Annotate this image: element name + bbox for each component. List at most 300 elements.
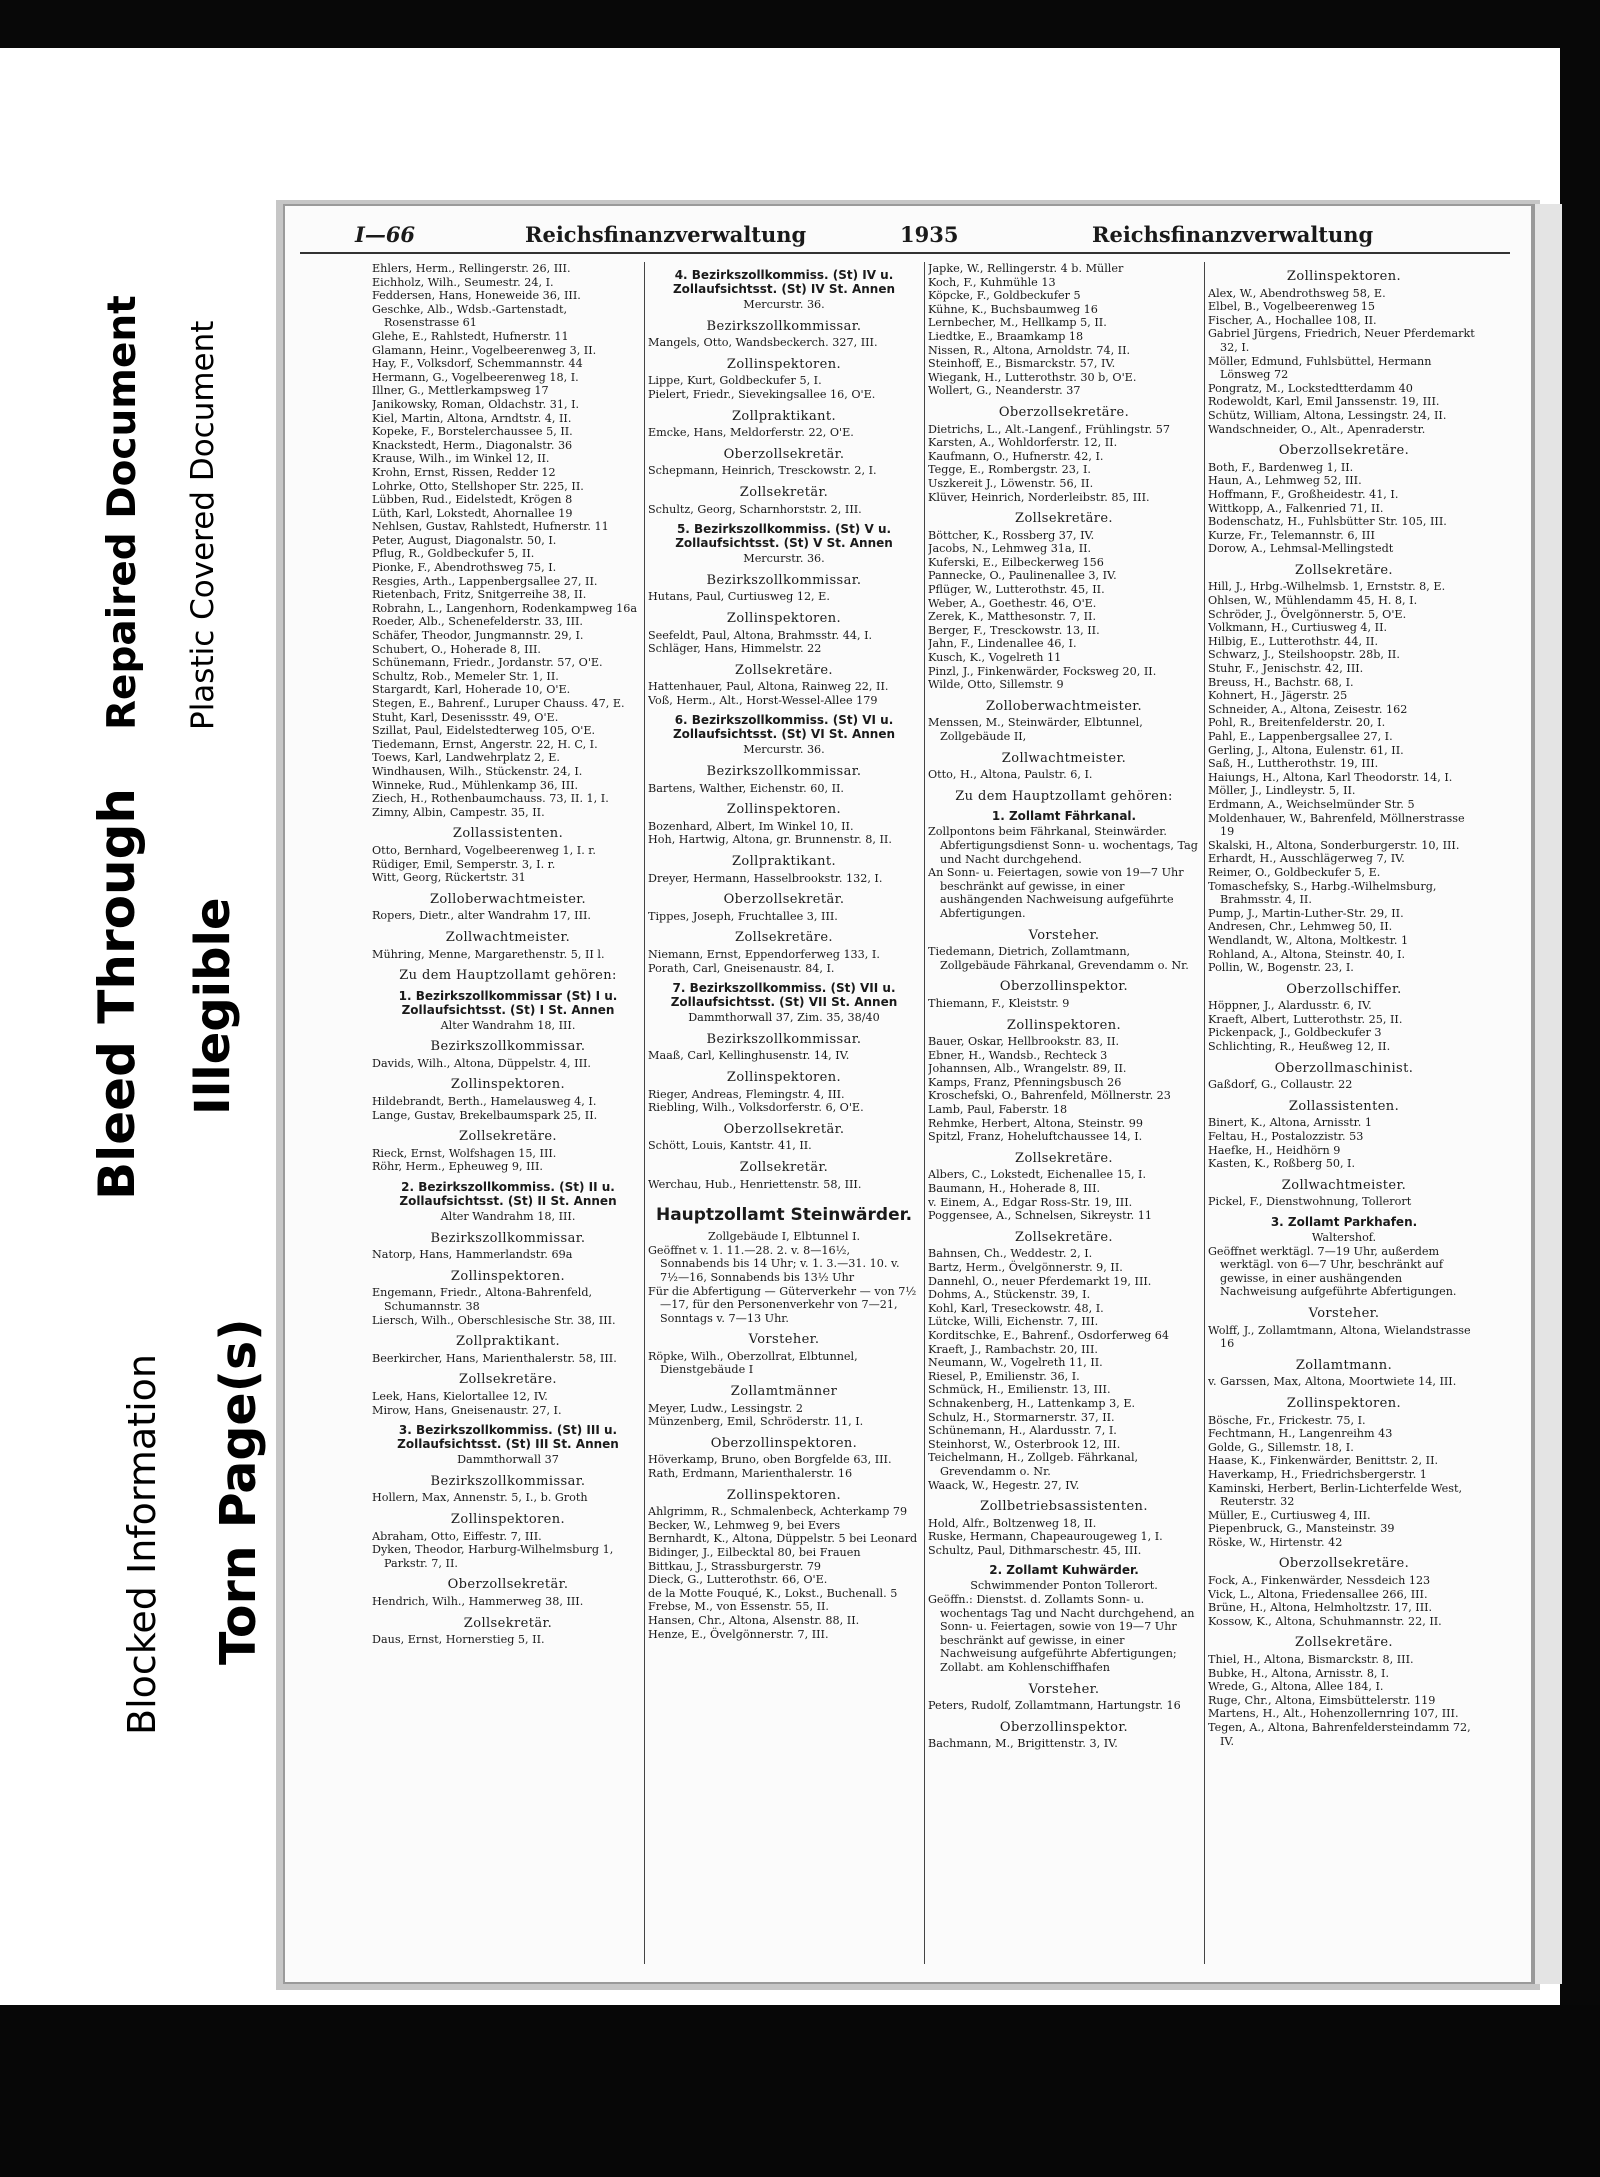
- page-number: I—66: [355, 222, 416, 247]
- directory-entry: Feltau, H., Postalozzistr. 53: [1208, 1130, 1364, 1144]
- directory-entry: Dreyer, Hermann, Hasselbrookstr. 132, I.: [648, 871, 883, 885]
- directory-entry: Lübben, Rud., Eidelstedt, Krögen 8: [372, 493, 573, 507]
- directory-entry: Hildebrandt, Berth., Hamelausweg 4, I.: [372, 1095, 597, 1109]
- directory-entry: Kusch, K., Vogelreth 11: [928, 651, 1062, 665]
- directory-entry: Lohrke, Otto, Stellshoper Str. 225, II.: [372, 479, 584, 493]
- directory-entry: Schultz, Georg, Scharnhorststr. 2, III.: [648, 502, 862, 516]
- directory-entry: Nehlsen, Gustav, Rahlstedt, Hufnerstr. 11: [372, 520, 609, 534]
- section-heading: Zollwachtmeister.: [1281, 1177, 1407, 1193]
- directory-entry: Koch, F., Kuhmühle 13: [928, 275, 1056, 289]
- directory-entry: Für die Abfertigung — Güterverkehr — von 7½—17, für den Personenverkehr von 7—21, Sonntags v. 7—13 Uhr.: [648, 1284, 917, 1325]
- directory-entry: Riesel, P., Emilienstr. 36, I.: [928, 1369, 1080, 1383]
- directory-entry: Knackstedt, Herm., Diagonalstr. 36: [372, 438, 573, 452]
- directory-entry: Münzenberg, Emil, Schröderstr. 11, I.: [648, 1415, 864, 1429]
- directory-entry: Reimer, O., Goldbeckufer 5, E.: [1208, 865, 1381, 879]
- directory-entry: Leek, Hans, Kielortallee 12, IV.: [372, 1389, 548, 1403]
- section-heading: Zollinspektoren.: [450, 1268, 566, 1284]
- directory-entry: Otto, H., Altona, Paulstr. 6, I.: [928, 768, 1093, 782]
- directory-entry: Eichholz, Wilh., Seumestr. 24, I.: [372, 275, 554, 289]
- directory-entry: Ohlsen, W., Mühlendamm 45, H. 8, I.: [1208, 594, 1418, 608]
- directory-entry: Erdmann, A., Weichselmünder Str. 5: [1208, 797, 1415, 811]
- directory-entry: Tippes, Joseph, Fruchtallee 3, III.: [648, 909, 838, 923]
- directory-entry: Schött, Louis, Kantstr. 41, II.: [648, 1139, 812, 1153]
- directory-entry: Stegen, E., Bahrenf., Luruper Chauss. 47, E.: [372, 697, 625, 710]
- section-heading: Bezirkszollkommissar.: [430, 1473, 586, 1489]
- directory-entry: Bartz, Herm., Övelgönnerstr. 9, II.: [928, 1261, 1123, 1274]
- directory-entry: Wendlandt, W., Altona, Moltkestr. 1: [1208, 933, 1409, 947]
- directory-entry: Thiemann, F., Kleiststr. 9: [928, 996, 1070, 1010]
- directory-entry: Pohl, R., Breitenfelderstr. 20, I.: [1208, 716, 1386, 730]
- section-heading: Zollsekretäre.: [735, 930, 833, 946]
- directory-entry: Ruske, Hermann, Chapeaurougeweg 1, I.: [928, 1530, 1163, 1544]
- directory-entry: Rieck, Ernst, Wolfshagen 15, III.: [372, 1146, 557, 1160]
- directory-entry: Gerling, J., Altona, Eulenstr. 61, II.: [1208, 743, 1404, 757]
- directory-entry: Stargardt, Karl, Hoherade 10, O'E.: [372, 683, 571, 697]
- directory-entry: Becker, W., Lehmweg 9, bei Evers: [648, 1518, 841, 1532]
- directory-entry: Stuhr, F., Jenischstr. 42, III.: [1208, 662, 1364, 676]
- directory-entry: Skalski, H., Altona, Sonderburgerstr. 10, III.: [1208, 838, 1460, 852]
- directory-entry: Pinzl, J., Finkenwärder, Focksweg 20, II.: [928, 664, 1157, 678]
- directory-entry: Winneke, Rud., Mühlenkamp 36, III.: [372, 778, 579, 792]
- directory-entry: Martens, H., Alt., Hohenzollernring 107, III.: [1208, 1707, 1459, 1721]
- directory-entry: Pielert, Friedr., Sievekingsallee 16, O'E.: [648, 387, 876, 401]
- section-heading: Zollinspektoren.: [726, 610, 842, 626]
- directory-entry: Bodenschatz, H., Fuhlsbütter Str. 105, III.: [1208, 515, 1447, 529]
- section-heading: Zollinspektoren.: [726, 1487, 842, 1503]
- directory-entry: Emcke, Hans, Meldorferstr. 22, O'E.: [648, 426, 854, 440]
- text-column-3: [928, 262, 1200, 1962]
- directory-entry: Kossow, K., Altona, Schuhmannstr. 22, II.: [1208, 1614, 1442, 1628]
- directory-entry: Wittkopp, A., Falkenried 71, II.: [1208, 501, 1384, 515]
- directory-entry: Witt, Georg, Rückertstr. 31: [372, 871, 526, 885]
- directory-entry: Daus, Ernst, Hornerstieg 5, II.: [372, 1633, 545, 1647]
- directory-entry: Porath, Carl, Gneisenaustr. 84, I.: [648, 961, 835, 975]
- section-heading: Zollinspektoren.: [1286, 1395, 1402, 1411]
- office-address: Dammthorwall 37: [457, 1453, 559, 1467]
- directory-entry: Ehlers, Herm., Rellingerstr. 26, III.: [372, 262, 571, 275]
- directory-entry: Alex, W., Abendrothsweg 58, E.: [1208, 286, 1386, 300]
- directory-entry: Robrahn, L., Langenhorn, Rodenkampweg 16a: [372, 601, 638, 615]
- directory-entry: Klüver, Heinrich, Norderleibstr. 85, III.: [928, 490, 1150, 504]
- directory-entry: Jahn, F., Lindenallee 46, I.: [928, 637, 1077, 651]
- directory-entry: Hay, F., Volksdorf, Schemmannstr. 44: [372, 357, 583, 371]
- directory-entry: Binert, K., Altona, Arnisstr. 1: [1208, 1116, 1373, 1130]
- directory-entry: Abraham, Otto, Eiffestr. 7, III.: [372, 1529, 542, 1543]
- office-heading: 2. Bezirkszollkommiss. (St) II u. Zollaufsichtsst. (St) II St. Annen: [399, 1180, 617, 1209]
- directory-entry: Hansen, Chr., Altona, Alsenstr. 88, II.: [648, 1613, 860, 1627]
- directory-entry: Kühne, K., Buchsbaumweg 16: [928, 302, 1098, 316]
- directory-entry: Haefke, H., Heidhörn 9: [1208, 1143, 1341, 1157]
- directory-entry: Davids, Wilh., Altona, Düppelstr. 4, III.: [372, 1056, 591, 1070]
- directory-entry: Wandschneider, O., Alt., Apenraderstr.: [1208, 422, 1426, 436]
- directory-entry: Hollern, Max, Annenstr. 5, I., b. Groth: [372, 1491, 588, 1505]
- directory-entry: Johannsen, Alb., Wrangelstr. 89, II.: [928, 1062, 1127, 1076]
- section-heading: Oberzollsekretäre.: [1278, 1556, 1410, 1572]
- section-heading: Zollamtmann.: [1295, 1357, 1393, 1373]
- directory-entry: Jacobs, N., Lehmweg 31a, II.: [928, 542, 1092, 556]
- directory-entry: Kuferski, E., Eilbeckerweg 156: [928, 555, 1104, 569]
- section-heading: Oberzollsekretär.: [723, 892, 845, 908]
- directory-entry: Stuht, Karl, Desenissstr. 49, O'E.: [372, 710, 559, 724]
- directory-entry: Dyken, Theodor, Harburg-Wilhelmsburg 1, Parkstr. 7, II.: [372, 1543, 614, 1570]
- directory-entry: Weber, A., Goethestr. 46, O'E.: [928, 596, 1097, 610]
- section-heading: Zollsekretäre.: [735, 662, 833, 678]
- directory-entry: Höppner, J., Alardusstr. 6, IV.: [1208, 999, 1372, 1013]
- directory-entry: Kroschefski, O., Bahrenfeld, Möllnerstr. 23: [928, 1089, 1171, 1103]
- directory-entry: Ruge, Chr., Altona, Eimsbüttelerstr. 119: [1208, 1693, 1436, 1707]
- directory-entry: Bösche, Fr., Frickestr. 75, I.: [1208, 1413, 1366, 1427]
- office-heading: 3. Zollamt Parkhafen.: [1270, 1215, 1418, 1229]
- directory-entry: Kurze, Fr., Telemannstr. 6, III: [1208, 528, 1375, 542]
- page-header: [300, 218, 1510, 254]
- directory-entry: Bozenhard, Albert, Im Winkel 10, II.: [648, 819, 854, 833]
- directory-entry: Kopeke, F., Borstelerchaussee 5, II.: [372, 425, 573, 439]
- directory-entry: Ebner, H., Wandsb., Rechteck 3: [928, 1048, 1108, 1062]
- directory-entry: Feddersen, Hans, Honeweide 36, III.: [372, 289, 581, 303]
- section-heading: Zollsekretär.: [463, 1615, 553, 1631]
- section-heading: Zollsekretäre.: [1015, 1150, 1113, 1166]
- section-heading: Oberzollinspektor.: [999, 1719, 1129, 1735]
- office-address: Dammthorwall 37, Zim. 35, 38/40: [688, 1011, 880, 1025]
- directory-entry: Pongratz, M., Lockstedtterdamm 40: [1208, 381, 1413, 395]
- office-address: Alter Wandrahm 18, III.: [440, 1018, 576, 1032]
- office-address: Alter Wandrahm 18, III.: [440, 1210, 576, 1224]
- directory-entry: Fischer, A., Hochallee 108, II.: [1208, 313, 1377, 327]
- directory-entry: Schultz, Paul, Dithmarschestr. 45, III.: [928, 1543, 1142, 1557]
- directory-entry: Schröder, J., Övelgönnerstr. 5, O'E.: [1208, 607, 1407, 621]
- directory-entry: Bauer, Oskar, Hellbrookstr. 83, II.: [928, 1035, 1120, 1049]
- directory-entry: Dieck, G., Lutterothstr. 66, O'E.: [648, 1573, 828, 1587]
- office-heading: 4. Bezirkszollkommiss. (St) IV u. Zollaufsichtsst. (St) IV St. Annen: [672, 268, 896, 296]
- directory-entry: Kohl, Karl, Treseckowstr. 48, I.: [928, 1301, 1104, 1315]
- section-heading: Zollpraktikant.: [455, 1334, 561, 1350]
- directory-entry: Hermann, G., Vogelbeerenweg 18, I.: [372, 370, 579, 384]
- directory-entry: Resgies, Arth., Lappenbergsallee 27, II.: [372, 574, 598, 588]
- directory-entry: Pump, J., Martin-Luther-Str. 29, II.: [1208, 906, 1404, 920]
- directory-entry: Henze, E., Övelgönnerstr. 7, III.: [648, 1627, 829, 1641]
- text-column-4: [1208, 262, 1480, 1962]
- section-heading: Vorsteher.: [1308, 1305, 1380, 1321]
- directory-entry: Natorp, Hans, Hammerlandstr. 69a: [372, 1248, 573, 1262]
- section-heading: Oberzollsekretär.: [723, 1121, 845, 1137]
- directory-entry: de la Motte Fouqué, K., Lokst., Buchenall. 5: [648, 1586, 898, 1600]
- directory-entry: Niemann, Ernst, Eppendorferweg 133, I.: [648, 948, 880, 961]
- directory-entry: Lüth, Karl, Lokstedt, Ahornallee 19: [372, 506, 573, 520]
- directory-entry: Hilbig, E., Lutterothstr. 44, II.: [1208, 634, 1379, 648]
- directory-entry: Rehmke, Herbert, Altona, Steinstr. 99: [928, 1116, 1143, 1130]
- section-heading: Zollbetriebsassistenten.: [980, 1499, 1148, 1515]
- directory-entry: Frebse, M., von Essenstr. 55, II.: [648, 1600, 829, 1614]
- directory-entry: Schünemann, H., Alardusstr. 7, I.: [928, 1424, 1117, 1438]
- directory-entry: Pflug, R., Goldbeckufer 5, II.: [372, 547, 535, 561]
- office-heading: 3. Bezirkszollkommiss. (St) III u. Zollaufsichtsst. (St) III St. Annen: [397, 1423, 619, 1452]
- directory-entry: An Sonn- u. Feiertagen, sowie von 19—7 Uhr beschränkt auf gewisse, in einer aushängenden Nachweisung aufgeführte Abfertigungen.: [928, 866, 1184, 920]
- directory-entry: Ahlgrimm, R., Schmalenbeck, Achterkamp 79: [648, 1505, 908, 1519]
- section-heading: Zollassistenten.: [1288, 1098, 1400, 1114]
- directory-entry: Tomaschefsky, S., Harbg.-Wilhelmsburg, Brahmsstr. 4, II.: [1208, 879, 1437, 907]
- directory-entry: Dohms, A., Stückenstr. 39, I.: [928, 1288, 1091, 1302]
- directory-entry: v. Garssen, Max, Altona, Moortwiete 14, III.: [1208, 1375, 1457, 1389]
- directory-entry: Hill, J., Hrbg.-Wilhelmsb. 1, Ernststr. 8, E.: [1208, 580, 1446, 594]
- directory-entry: Wilde, Otto, Sillemstr. 9: [928, 678, 1064, 692]
- directory-entry: Bernhardt, K., Altona, Düppelstr. 5 bei Leonard: [648, 1532, 918, 1546]
- directory-entry: Röpke, Wilh., Oberzollrat, Elbtunnel, Dienstgebäude I: [648, 1349, 858, 1377]
- directory-entry: Tegge, E., Rombergstr. 23, I.: [928, 463, 1091, 477]
- directory-entry: Liersch, Wilh., Oberschlesische Str. 38, III.: [372, 1313, 616, 1327]
- section-heading: Oberzollschiffer.: [1286, 981, 1402, 997]
- section-heading: Bezirkszollkommissar.: [706, 764, 862, 780]
- directory-entry: Pickenpack, J., Goldbeckufer 3: [1208, 1026, 1382, 1040]
- directory-entry: Steinhoff, E., Bismarckstr. 57, IV.: [928, 357, 1116, 371]
- directory-entry: Pionke, F., Abendrothsweg 75, I.: [372, 561, 557, 575]
- section-heading: Zollinspektoren.: [726, 356, 842, 372]
- directory-entry: Schnakenberg, H., Lattenkamp 3, E.: [928, 1396, 1136, 1410]
- directory-entry: Dannehl, O., neuer Pferdemarkt 19, III.: [928, 1274, 1152, 1288]
- column-divider: [644, 262, 645, 1964]
- scan-bottom-border: [0, 2005, 1600, 2177]
- office-address: Zollgebäude I, Elbtunnel I.: [707, 1230, 861, 1244]
- directory-entry: Möller, J., Lindleystr. 5, II.: [1208, 784, 1356, 798]
- directory-entry: Krause, Wilh., im Winkel 12, II.: [372, 452, 550, 466]
- directory-entry: Teichelmann, H., Zollgeb. Fährkanal, Grevendamm o. Nr.: [928, 1451, 1139, 1478]
- directory-entry: Lamb, Paul, Faberstr. 18: [928, 1103, 1068, 1117]
- directory-entry: Tiedemann, Ernst, Angerstr. 22, H. C, I.: [372, 737, 598, 751]
- header-title-right: Reichsfinanzverwaltung: [1092, 222, 1374, 247]
- directory-entry: Saß, H., Luttherothstr. 19, III.: [1208, 757, 1379, 771]
- directory-entry: Hoh, Hartwig, Altona, gr. Brunnenstr. 8, II.: [648, 833, 892, 847]
- directory-entry: Bachmann, M., Brigittenstr. 3, IV.: [928, 1737, 1118, 1751]
- directory-entry: Andresen, Chr., Lehmweg 50, II.: [1208, 920, 1393, 934]
- office-address: Waltershof.: [1311, 1231, 1377, 1244]
- directory-entry: Lange, Gustav, Brekelbaumspark 25, II.: [372, 1108, 598, 1122]
- directory-entry: Waack, W., Hegestr. 27, IV.: [928, 1478, 1080, 1492]
- directory-entry: Peters, Rudolf, Zollamtmann, Hartungstr. 16: [928, 1699, 1181, 1713]
- directory-entry: Bartens, Walther, Eichenstr. 60, II.: [648, 781, 844, 795]
- office-address: Mercurstr. 36.: [743, 552, 825, 566]
- directory-entry: Mühring, Menne, Margarethenstr. 5, II l.: [372, 947, 605, 961]
- section-heading: Vorsteher.: [1028, 1681, 1100, 1697]
- directory-entry: Rieger, Andreas, Flemingstr. 4, III.: [648, 1087, 845, 1101]
- directory-entry: Otto, Bernhard, Vogelbeerenweg 1, I. r.: [372, 843, 596, 857]
- section-heading: Zollsekretäre.: [1295, 562, 1393, 578]
- directory-entry: Rietenbach, Fritz, Snitgerreihe 38, II.: [372, 588, 587, 602]
- directory-entry: Köpcke, F., Goldbeckufer 5: [928, 289, 1081, 303]
- directory-entry: Schlichting, R., Heußweg 12, II.: [1208, 1040, 1391, 1054]
- label-plastic-covered: Plastic Covered Document: [185, 320, 221, 730]
- directory-entry: Both, F., Bardenweg 1, II.: [1208, 460, 1354, 474]
- section-heading: Vorsteher.: [748, 1332, 820, 1348]
- section-heading: Zollinspektoren.: [450, 1511, 566, 1527]
- header-year: 1935: [900, 222, 959, 247]
- directory-entry: Möller, Edmund, Fuhlsbüttel, Hermann Lönsweg 72: [1208, 354, 1432, 382]
- directory-entry: Liedtke, E., Braamkamp 18: [928, 329, 1084, 343]
- office-heading: 1. Bezirkszollkommissar (St) I u. Zollaufsichtsst. (St) I St. Annen: [398, 988, 618, 1017]
- directory-entry: Bubke, H., Altona, Arnisstr. 8, I.: [1208, 1666, 1390, 1680]
- section-heading: Zollsekretäre.: [459, 1129, 557, 1145]
- directory-entry: Windhausen, Wilh., Stückenstr. 24, I.: [372, 764, 583, 778]
- section-heading: Bezirkszollkommissar.: [706, 572, 862, 588]
- directory-entry: Kiel, Martin, Altona, Arndtstr. 4, II.: [372, 411, 572, 425]
- directory-entry: Japke, W., Rellingerstr. 4 b. Müller: [928, 262, 1124, 275]
- directory-entry: Geöffnet v. 1. 11.—28. 2. v. 8—16½, Sonnabends bis 14 Uhr; v. 1. 3.—31. 10. v. 7½—16, Sonnabends bis 13½ Uhr: [648, 1243, 900, 1284]
- directory-entry: Kaufmann, O., Hufnerstr. 42, I.: [928, 449, 1104, 463]
- directory-entry: Haverkamp, H., Friedrichsbergerstr. 1: [1208, 1467, 1427, 1481]
- directory-entry: Uszkereit J., Löwenstr. 56, II.: [928, 476, 1094, 490]
- section-heading: Zollpraktikant.: [731, 408, 837, 424]
- directory-entry: Korditschke, E., Bahrenf., Osdorferweg 64: [928, 1328, 1170, 1342]
- directory-entry: Janikowsky, Roman, Oldachstr. 31, I.: [372, 397, 580, 411]
- directory-entry: Ropers, Dietr., alter Wandrahm 17, III.: [372, 909, 591, 923]
- directory-entry: Wolff, J., Zollamtmann, Altona, Wielandstrasse 16: [1208, 1323, 1471, 1351]
- directory-entry: Bahnsen, Ch., Weddestr. 2, I.: [928, 1247, 1093, 1261]
- directory-entry: Zerek, K., Matthesonstr. 7, II.: [928, 610, 1096, 624]
- section-heading: Vorsteher.: [1028, 927, 1100, 943]
- section-heading: Zollinspektoren.: [1286, 269, 1402, 284]
- directory-entry: Hoffmann, F., Großheidestr. 41, I.: [1208, 487, 1399, 501]
- directory-entry: Röhr, Herm., Epheuweg 9, III.: [372, 1160, 543, 1174]
- directory-entry: Lütcke, Willi, Eichenstr. 7, III.: [928, 1315, 1099, 1329]
- section-heading: Oberzollinspektoren.: [710, 1435, 858, 1451]
- directory-entry: Rodewoldt, Karl, Emil Janssenstr. 19, III.: [1208, 395, 1440, 409]
- directory-entry: Wollert, G., Neanderstr. 37: [928, 384, 1081, 398]
- directory-entry: Illner, G., Mettlerkampsweg 17: [372, 384, 549, 398]
- directory-entry: Tegen, A., Altona, Bahrenfeldersteindamm 72, IV.: [1208, 1721, 1471, 1748]
- directory-entry: Beerkircher, Hans, Marienthalerstr. 58, III.: [372, 1351, 617, 1365]
- section-heading: Zollinspektoren.: [726, 1069, 842, 1085]
- directory-entry: Rüdiger, Emil, Semperstr. 3, I. r.: [372, 857, 556, 871]
- directory-entry: Schläger, Hans, Himmelstr. 22: [648, 642, 822, 656]
- directory-entry: Breuss, H., Bachstr. 68, I.: [1208, 675, 1354, 689]
- directory-entry: Vick, L., Altona, Friedensallee 266, III.: [1208, 1587, 1428, 1601]
- directory-entry: Rohland, A., Altona, Steinstr. 40, I.: [1208, 947, 1406, 961]
- directory-entry: Schütz, William, Altona, Lessingstr. 24, II.: [1208, 408, 1447, 422]
- section-heading: Oberzollinspektor.: [999, 979, 1129, 995]
- directory-entry: Seefeldt, Paul, Altona, Brahmsstr. 44, I.: [648, 628, 873, 642]
- directory-entry: Elbel, B., Vogelbeerenweg 15: [1208, 300, 1375, 314]
- directory-entry: Kraeft, Albert, Lutterothstr. 25, II.: [1208, 1012, 1403, 1026]
- directory-entry: Dietrichs, L., Alt.-Langenf., Frühlingstr. 57: [928, 422, 1170, 436]
- directory-entry: Haiungs, H., Altona, Karl Theodorstr. 14, I.: [1208, 770, 1453, 784]
- directory-entry: Fechtmann, H., Langenreihm 43: [1208, 1427, 1393, 1441]
- directory-entry: Volkmann, H., Curtiusweg 4, II.: [1208, 621, 1388, 635]
- section-heading: Oberzollsekretär.: [447, 1577, 569, 1593]
- directory-entry: Poggensee, A., Schnelsen, Sikreystr. 11: [928, 1209, 1153, 1223]
- section-heading: Zollamtmänner: [730, 1384, 838, 1400]
- section-heading: Bezirkszollkommissar.: [430, 1230, 586, 1246]
- directory-entry: Golde, G., Sillemstr. 18, I.: [1208, 1440, 1354, 1454]
- label-repaired-document: Repaired Document: [100, 295, 145, 730]
- section-heading: Bezirkszollkommissar.: [430, 1039, 586, 1055]
- office-heading: 6. Bezirkszollkommiss. (St) VI u. Zollaufsichtsst. (St) VI St. Annen: [672, 713, 896, 742]
- directory-entry: Thiel, H., Altona, Bismarckstr. 8, III.: [1208, 1653, 1414, 1667]
- directory-entry: Röske, W., Hirtenstr. 42: [1208, 1535, 1343, 1549]
- directory-entry: Schultz, Rob., Memeler Str. 1, II.: [372, 669, 559, 683]
- column-divider: [924, 262, 925, 1964]
- office-title: Hauptzollamt Steinwärder.: [655, 1205, 913, 1226]
- directory-entry: Meyer, Ludw., Lessingstr. 2: [648, 1401, 804, 1415]
- directory-entry: Pollin, W., Bogenstr. 23, I.: [1208, 961, 1354, 975]
- section-heading: Zollsekretär.: [739, 484, 829, 500]
- directory-entry: Hold, Alfr., Boltzenweg 18, II.: [928, 1516, 1097, 1530]
- directory-entry: Schäfer, Theodor, Jungmannstr. 29, I.: [372, 629, 584, 643]
- section-heading: Bezirkszollkommissar.: [706, 1031, 862, 1047]
- directory-entry: Moldenhauer, W., Bahrenfeld, Möllnerstrasse 19: [1208, 811, 1465, 839]
- column-divider: [1204, 262, 1205, 1964]
- adjacent-page-edge: [1533, 204, 1562, 1984]
- office-heading: 7. Bezirkszollkommiss. (St) VII u. Zollaufsichtsst. (St) VII St. Annen: [670, 981, 898, 1010]
- directory-entry: Gaßdorf, G., Collaustr. 22: [1208, 1078, 1353, 1092]
- directory-entry: Engemann, Friedr., Altona-Bahrenfeld, Schumannstr. 38: [372, 1286, 593, 1313]
- directory-entry: Hattenhauer, Paul, Altona, Rainweg 22, II.: [648, 680, 889, 694]
- directory-entry: Lippe, Kurt, Goldbeckufer 5, I.: [648, 374, 822, 388]
- directory-entry: Höverkamp, Bruno, oben Borgfelde 63, III.: [648, 1453, 892, 1467]
- directory-entry: Peter, August, Diagonalstr. 50, I.: [372, 533, 557, 547]
- directory-entry: Voß, Herm., Alt., Horst-Wessel-Allee 179: [648, 693, 878, 707]
- directory-entry: v. Einem, A., Edgar Ross-Str. 19, III.: [928, 1195, 1133, 1209]
- directory-entry: Steinhorst, W., Osterbrook 12, III.: [928, 1437, 1121, 1451]
- directory-entry: Maaß, Carl, Kellinghusenstr. 14, IV.: [648, 1049, 850, 1063]
- label-illegible: Illegible: [185, 897, 241, 1115]
- scan-right-border: [1560, 0, 1600, 2177]
- directory-entry: Schneider, A., Altona, Zeisestr. 162: [1208, 702, 1408, 716]
- section-heading: Zollsekretär.: [739, 1159, 829, 1175]
- directory-entry: Piepenbruck, G., Mansteinstr. 39: [1208, 1522, 1395, 1536]
- directory-entry: Geöffnet werktägl. 7—19 Uhr, außerdem werktägl. von 6—7 Uhr, beschränkt auf gewisse, in einer aushängenden Nachweisung aufgeführte Abfertigungen.: [1208, 1244, 1457, 1299]
- directory-entry: Roeder, Alb., Schenefelderstr. 33, III.: [372, 615, 583, 629]
- directory-entry: Pflüger, W., Lutterothstr. 45, II.: [928, 583, 1105, 597]
- directory-entry: Werchau, Hub., Henriettenstr. 58, III.: [648, 1177, 862, 1191]
- label-torn-pages: Torn Page(s): [210, 1318, 267, 1665]
- directory-entry: Pickel, F., Dienstwohnung, Tollerort: [1208, 1195, 1412, 1209]
- directory-entry: Menssen, M., Steinwärder, Elbtunnel, Zollgebäude II,: [928, 716, 1143, 743]
- directory-entry: Geschke, Alb., Wdsb.-Gartenstadt, Rosenstrasse 61: [372, 302, 568, 330]
- section-heading: Oberzollsekretäre.: [1278, 443, 1410, 459]
- section-heading: Zu dem Hauptzollamt gehören:: [955, 788, 1173, 804]
- directory-entry: Brüne, H., Altona, Helmholtzstr. 17, III.: [1208, 1601, 1433, 1615]
- directory-entry: Mangels, Otto, Wandsbeckerch. 327, III.: [648, 336, 878, 350]
- directory-entry: Dorow, A., Lehmsal-Mellingstedt: [1208, 542, 1394, 556]
- section-heading: Oberzollmaschinist.: [1274, 1060, 1414, 1076]
- directory-entry: Glamann, Heinr., Vogelbeerenweg 3, II.: [372, 343, 597, 357]
- section-heading: Zollpraktikant.: [731, 854, 837, 870]
- directory-entry: Krohn, Ernst, Rissen, Redder 12: [372, 465, 556, 479]
- section-heading: Zollsekretäre.: [1015, 1229, 1113, 1245]
- directory-entry: Kraeft, J., Rambachstr. 20, III.: [928, 1342, 1098, 1356]
- section-heading: Zollsekretäre.: [1015, 511, 1113, 527]
- office-heading: 5. Bezirkszollkommiss. (St) V u. Zollaufsichtsst. (St) V St. Annen: [675, 522, 893, 551]
- directory-entry: Wrede, G., Altona, Allee 184, I.: [1208, 1680, 1384, 1694]
- section-heading: Zollinspektoren.: [726, 802, 842, 818]
- directory-entry: Pannecke, O., Paulinenallee 3, IV.: [928, 569, 1117, 583]
- section-heading: Zollassistenten.: [452, 826, 564, 842]
- section-heading: Zollwachtmeister.: [445, 929, 571, 945]
- text-column-2: [648, 262, 920, 1962]
- section-heading: Zu dem Hauptzollamt gehören:: [399, 968, 617, 984]
- directory-entry: Albers, C., Lokstedt, Eichenallee 15, I.: [928, 1168, 1147, 1182]
- directory-entry: Kasten, K., Roßberg 50, I.: [1208, 1157, 1356, 1171]
- directory-entry: Pahl, E., Lappenbergsallee 27, I.: [1208, 730, 1393, 743]
- directory-entry: Wiegank, H., Lutterothstr. 30 b, O'E.: [928, 370, 1137, 384]
- directory-entry: Schepmann, Heinrich, Tresckowstr. 2, I.: [648, 464, 877, 478]
- section-heading: Zollsekretäre.: [1295, 1635, 1393, 1651]
- section-heading: Zolloberwachtmeister.: [985, 698, 1143, 714]
- directory-entry: Szillat, Paul, Eidelstedterweg 105, O'E.: [372, 724, 596, 738]
- office-heading: 1. Zollamt Fährkanal.: [991, 809, 1137, 824]
- directory-entry: Toews, Karl, Landwehrplatz 2, E.: [372, 751, 560, 765]
- directory-entry: Haase, K., Finkenwärder, Benittstr. 2, II.: [1208, 1454, 1439, 1468]
- directory-entry: Hutans, Paul, Curtiusweg 12, E.: [648, 590, 830, 604]
- directory-entry: Fock, A., Finkenwärder, Nessdeich 123: [1208, 1574, 1431, 1588]
